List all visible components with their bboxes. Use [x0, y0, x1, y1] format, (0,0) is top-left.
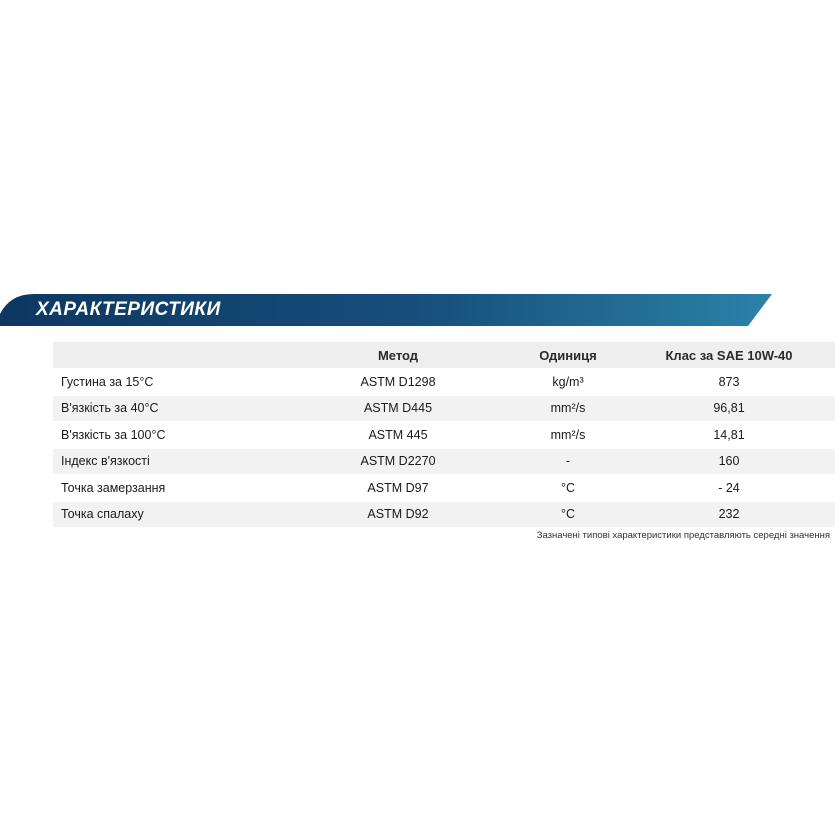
- unit-cell: kg/m³: [552, 374, 584, 389]
- property-cell: В'язкість за 40°C: [61, 401, 159, 416]
- unit-cell: °C: [560, 480, 576, 495]
- property-cell: Точка спалаху: [61, 507, 144, 522]
- value-cell: 873: [718, 374, 740, 389]
- table-row: [53, 368, 835, 395]
- footnote: Зазначені типові характеристики представляють середні значення: [536, 530, 830, 541]
- value-cell: - 24: [718, 480, 740, 495]
- method-cell: ASTM 445: [368, 427, 428, 442]
- method-cell: ASTM D92: [367, 507, 429, 522]
- property-cell: Індекс в'язкості: [61, 454, 150, 469]
- value-cell: 232: [718, 507, 740, 522]
- value-cell: 96,81: [713, 401, 745, 416]
- header-cell-method: Метод: [377, 347, 419, 363]
- table-row: [53, 501, 835, 528]
- value-cell: 160: [718, 454, 740, 469]
- unit-cell: mm²/s: [550, 401, 586, 416]
- property-cell: Густина за 15°C: [61, 374, 154, 389]
- method-cell: ASTM D445: [363, 401, 433, 416]
- header-cell-unit: Одиниця: [539, 347, 597, 363]
- header-cell-grade: Клас за SAE 10W-40: [665, 347, 793, 363]
- unit-cell: mm²/s: [550, 427, 586, 442]
- method-cell: ASTM D97: [367, 480, 429, 495]
- table-row: [53, 395, 835, 422]
- table-row: [53, 421, 835, 448]
- unit-cell: °C: [560, 507, 576, 522]
- table-header-row: [53, 342, 835, 368]
- property-cell: Точка замерзання: [61, 480, 166, 495]
- table-row: [53, 448, 835, 475]
- method-cell: ASTM D1298: [360, 374, 436, 389]
- unit-cell: -: [565, 454, 571, 469]
- section-banner: [0, 294, 772, 326]
- property-cell: В'язкість за 100°C: [61, 427, 166, 442]
- value-cell: 14,81: [713, 427, 745, 442]
- properties-table: [53, 342, 835, 527]
- method-cell: ASTM D2270: [360, 454, 436, 469]
- table-row: [53, 474, 835, 501]
- section-title: ХАРАКТЕРИСТИКИ: [36, 299, 221, 320]
